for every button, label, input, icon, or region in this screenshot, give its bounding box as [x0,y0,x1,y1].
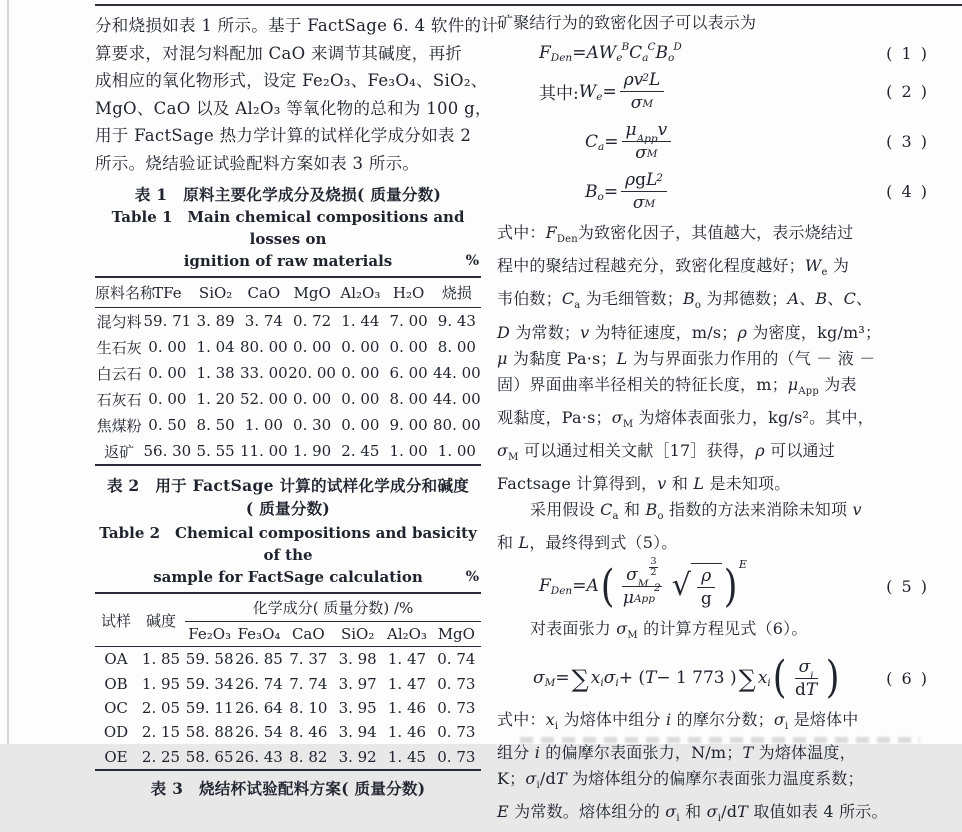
table-cell: 58. 88 [185,720,234,744]
equation-token: a [598,141,604,153]
equation-token: ) [826,658,840,698]
table-cell: 1. 46 [382,696,431,720]
equation-token: M [642,98,653,110]
equation-1-number: ( 1 ) [886,44,947,63]
table-cell: 26. 64 [234,696,283,720]
table-row [95,334,481,360]
table-cell: 1. 20 [192,386,240,412]
equation-token [622,120,672,142]
text-line: 固）界面曲率半径相关的特征长度，m；$\mu_{App}$ 为表 [497,372,947,405]
table-cell: 0. 73 [432,696,481,720]
equation-token: 2 [656,172,663,184]
equation-6-number: ( 6 ) [886,669,947,688]
table-header-cell: 烧损 [433,277,481,308]
equation-token: x [758,668,768,688]
table-cell: 0. 00 [336,412,384,438]
table-cell: OC [95,696,137,720]
text-line: 式中：$F_{Den}$为致密化因子，其值越大，表示烧结过 [497,220,947,253]
equation-token: − 1 773 ) [656,668,736,688]
table-row [95,412,481,438]
text-line: 组分 i 的偏摩尔表面张力，N/m；T 为熔体温度， [497,740,947,766]
equation-token: σ [533,668,545,688]
table-cell: 2. 05 [137,696,185,720]
equation-3-body [585,120,674,163]
table-cell: 2. 45 [336,438,384,465]
equation-6 [497,657,947,700]
table-cell: 0. 00 [336,334,384,360]
equation-token: C [585,132,598,152]
equation-5-number: ( 5 ) [886,577,947,596]
table-cell: 1. 90 [288,438,336,465]
table-cell: 8. 46 [284,720,333,744]
equation-token: μ [623,588,634,608]
text-line: 用于 FactSage 热力学计算的试样化学成分如表 2 [95,122,481,150]
equation-token: A [586,576,598,596]
equation-4-body [585,170,670,213]
equation-token [631,142,661,163]
equation-token: Den [551,52,572,64]
equation-token: ρ [625,170,635,190]
table-header-cell: 原料名称 [95,277,143,308]
table-cell: 56. 30 [143,438,191,465]
definitions-paragraph-2 [497,707,947,832]
equation-token: i [767,677,770,689]
equation-token: M [647,148,658,160]
table-cell: 26. 43 [234,745,283,770]
equation-token: i [600,677,603,689]
equation-1-body [539,43,682,63]
equation-token [627,92,657,113]
equation-token: 其中: [539,79,579,104]
equation-token [791,657,821,700]
equation-token: o [668,52,674,64]
equation-token: σ [604,668,616,688]
equation-3 [497,120,947,163]
table-cell: 3. 97 [333,671,382,695]
table2-title-en2 [95,566,481,588]
table1-raw-materials [95,276,481,466]
table-cell: 59. 34 [185,671,234,695]
table-header-cell: Fe₂O₃ [185,622,234,647]
equation-2-number: ( 2 ) [886,82,947,101]
table-cell: 1. 45 [382,745,431,770]
table-header-cell: 化学成分( 质量分数) /% [185,593,481,622]
equation-token [619,587,665,608]
table1-title-zh: 表 1 原料主要化学成分及烧损( 质量分数) [95,183,481,206]
equation-token: g [635,170,646,190]
table-cell: 1. 85 [137,647,185,672]
table-cell: OD [95,720,137,744]
top-rule [95,4,962,6]
equation-token: e [596,91,602,103]
table2-title-zh1: 表 2 用于 FactSage 计算的试样化学成分和碱度 [95,474,481,497]
equation-token: W [579,82,596,102]
equation-token: B [621,41,629,53]
equation-token: B [585,182,598,202]
table-cell: 33. 00 [240,360,288,386]
text-line: 韦伯数；$C_a$ 为毛细管数；$B_o$ 为邦德数；A、B、C、 [497,286,947,319]
table-cell: 0. 00 [288,386,336,412]
table-cell: 26. 74 [234,671,283,695]
equation-token: A [586,43,598,63]
equation-token: g [701,589,712,609]
table-header-cell: Al₂O₃ [382,622,431,647]
equation-token: Den [551,585,572,597]
equation-token [620,70,665,113]
table-cell: 返矿 [95,438,143,465]
text-line: 采用假设 $C_a$ 和 $B_o$ 指数的方法来消除未知项 v [497,497,947,530]
table-cell: 0. 30 [288,412,336,438]
equation-token: ρv [624,70,644,90]
table-cell: 8. 50 [192,412,240,438]
table-row [95,360,481,386]
right-intro-line: 矿聚结行为的致密化因子可以表示为 [497,10,947,36]
equation-3-number: ( 3 ) [886,132,947,151]
equation-token: σ [635,143,647,163]
cropped-next-line [520,737,920,743]
equation-token: M [644,198,655,210]
table-cell: 80. 00 [240,334,288,360]
equation-token: F [539,43,551,63]
equation-token: C [647,41,655,53]
table-cell: OE [95,745,137,770]
equation-token: i [810,670,813,682]
table-row [95,720,481,744]
equation-token: ∑ [739,665,756,693]
equation-token: e [616,52,622,64]
table-header-cell: CaO [240,277,288,308]
equation-6-intro: 对表面张力 $\sigma_M$ 的计算方程见式（6）。 [497,616,947,649]
equation-token: a [642,52,648,64]
table-cell: 3. 98 [333,647,382,672]
table-cell: 8. 00 [433,334,481,360]
equation-token [649,557,657,578]
table1-unit: % [466,250,479,272]
table-cell: 3. 92 [333,745,382,770]
equation-4 [497,170,947,213]
table-cell: 26. 85 [234,647,283,672]
table-cell: 0. 00 [288,334,336,360]
table-cell: 59. 11 [185,696,234,720]
table3-title-zh: 表 3 烧结杯试验配料方案( 质量分数) [95,777,481,800]
table-row [95,671,481,695]
table-cell: 1. 47 [382,647,431,672]
table-row [95,745,481,770]
equation-token: F [539,576,551,596]
equation-token [619,564,665,608]
page-edge-line [7,0,9,744]
equation-token [629,192,659,213]
equation-token: x [591,668,601,688]
table-cell: 9. 00 [385,412,433,438]
table-cell: 3. 94 [333,720,382,744]
table-cell: OB [95,671,137,695]
table-cell: 混匀料 [95,308,143,335]
equation-token [791,679,821,700]
table-header-cell: Al₂O₃ [336,277,384,308]
table-cell: 52. 00 [240,386,288,412]
equation-token: o [598,191,604,203]
table-cell: 3. 74 [240,308,288,335]
table-cell: 1. 38 [192,360,240,386]
equation-token: M [638,578,649,590]
text-line: Factsage 计算得到，v 和 L 是未知项。 [497,471,947,497]
equation-1 [497,43,947,63]
equation-token: App [634,593,655,605]
equation-token: 2 [654,582,661,594]
table-cell: 8. 00 [385,386,433,412]
table-cell: 5. 55 [192,438,240,465]
table-cell: 生石灰 [95,334,143,360]
equation-token: μ [626,120,637,140]
equation-token: = [555,668,569,688]
table-header-cell: H₂O [385,277,433,308]
equation-token: + ( [619,668,645,688]
equation-token [599,563,747,609]
table2-factsage-samples [95,592,481,771]
text-line: 观黏度，Pa·s；$\sigma_M$ 为熔体表面张力，kg/s²。其中， [497,405,947,438]
equation-token: ∑ [572,665,589,693]
equation-token: 3 [649,557,657,568]
table-cell: 2. 15 [137,720,185,744]
equation-4-number: ( 4 ) [886,182,947,201]
table-cell: 9. 43 [433,308,481,335]
table2-title-zh2: ( 质量分数) [95,497,481,520]
equation-token: = [604,132,618,152]
text-line: $\sigma_M$ 可以通过相关文献［17］获得，ρ 可以通过 [497,438,947,471]
text-line: MgO、CaO 以及 Al₂O₃ 等氧化物的总和为 100 g， [95,95,481,123]
table-header-cell: TFe [143,277,191,308]
equation-token: = [604,182,618,202]
table-cell: 1. 04 [192,334,240,360]
text-line: 程中的聚结过程越充分，致密化程度越好；$W_e$ 为 [497,253,947,286]
text-line: 式中：$x_i$ 为熔体中组分 i 的摩尔分数；$\sigma_i$ 是熔体中 [497,707,947,740]
equation-5-body [539,563,747,609]
equation-5 [497,563,947,609]
table-header-cell: 试样 [95,593,137,647]
equation-token [788,657,824,700]
equation-token: ) [723,567,737,607]
table-cell: 0. 73 [432,720,481,744]
equation-token [621,170,667,213]
equation-token: ρ [701,566,711,586]
table-cell: 44. 00 [433,386,481,412]
table-cell: 白云石 [95,360,143,386]
table-cell: 0. 00 [143,334,191,360]
table-cell: 20. 00 [288,360,336,386]
table-cell: 0. 00 [385,334,433,360]
table-header-cell: SiO₂ [192,277,240,308]
table-cell: 0. 00 [143,386,191,412]
table-cell: 26. 54 [234,720,283,744]
method-paragraph [497,497,947,556]
equation-token [616,563,722,609]
table1-title-en2-text: ignition of raw materials [184,252,393,270]
table-row [95,386,481,412]
table-cell: 59. 71 [143,308,191,335]
table-cell: 59. 58 [185,647,234,672]
equation-token: σ [799,657,811,677]
table2-unit: % [466,566,479,588]
equation-token [691,563,722,609]
equation-token [795,657,818,679]
equation-token: = [572,43,586,63]
table-header-cell: CaO [284,622,333,647]
table-cell: 石灰石 [95,386,143,412]
table-cell: 7. 74 [284,671,333,695]
equation-token: d [795,680,806,700]
text-line: 成相应的氧化物形式，设定 Fe₂O₃、Fe₃O₄、SiO₂、 [95,67,481,95]
equation-token: App [637,133,658,145]
table-cell: 0. 74 [432,647,481,672]
equation-token: C [629,43,642,63]
table-cell: 80. 00 [433,412,481,438]
table-cell: OA [95,647,137,672]
equation-token: W [599,43,616,63]
equation-token [697,588,716,609]
equation-token [622,120,672,163]
equation-2 [497,70,947,113]
equation-token: σ [631,93,643,113]
text-line: 分和烧损如表 1 所示。基于 FactSage 6. 4 软件的计 [95,12,481,40]
table-cell: 0. 73 [432,671,481,695]
table-row [95,647,481,672]
equation-token: T [806,680,817,700]
table-cell: 58. 65 [185,745,234,770]
equation-token: σ [633,193,645,213]
table-header-cell: Fe₃O₄ [234,622,283,647]
table-cell: 1. 46 [382,720,431,744]
table2-title-en2-text: sample for FactSage calculation [153,568,423,586]
table-cell: 0. 00 [336,360,384,386]
equation-token: = [572,576,586,596]
table-header-cell: 碱度 [137,593,185,647]
equation-token: i [615,677,618,689]
table-cell: 1. 00 [385,438,433,465]
table2-title-en1: Table 2 Chemical compositions and basicity of the [95,522,481,566]
equation-token [620,70,665,92]
table-cell: 0. 50 [143,412,191,438]
table-row [95,696,481,720]
equation-token: D [673,41,681,53]
table-cell: 3. 95 [333,696,382,720]
table1-title-en1: Table 1 Main chemical compositions and losses on [95,206,481,250]
text-line: μ 为黏度 Pa·s；L 为与界面张力作用的（气 － 液 － [497,346,947,372]
text-line: D 为常数；v 为特征速度，m/s；ρ 为密度，kg/m³； [497,320,947,346]
table-header-cell: SiO₂ [333,622,382,647]
table-cell: 1. 00 [240,412,288,438]
table-cell: 11. 00 [240,438,288,465]
equation-token: = [602,82,616,102]
equation-token [621,170,667,192]
equation-token: ( [772,658,786,698]
equation-token: L [646,170,657,190]
table-cell: 0. 72 [288,308,336,335]
table-cell: 0. 00 [336,386,384,412]
table-header-cell: MgO [432,622,481,647]
table-cell: 1. 95 [137,671,185,695]
table-cell: 3. 89 [192,308,240,335]
equation-token: √ [672,571,691,601]
equation-token: T [645,668,656,688]
table-cell: 1. 00 [433,438,481,465]
equation-token [697,566,716,609]
equation-token: 2 [650,568,656,578]
table-cell: 焦煤粉 [95,412,143,438]
text-line: 所示。烧结验证试验配料方案如表 3 所示。 [95,150,481,178]
table-row [95,308,481,335]
table-cell: 6. 00 [385,360,433,386]
table-cell: 2. 25 [137,745,185,770]
definitions-paragraph-1 [497,220,947,497]
text-line: K；$\sigma_i/dT$ 为熔体组分的偏摩尔表面张力温度系数； [497,766,947,799]
equation-token [697,566,715,588]
equation-2-body [539,70,667,113]
table-cell: 8. 82 [284,745,333,770]
table-header-cell: MgO [288,277,336,308]
equation-token: E [739,558,747,571]
table1-title-en2 [95,250,481,272]
table-row [95,438,481,465]
equation-token [672,563,722,609]
equation-token: v [658,120,668,140]
equation-token: σ [626,565,638,585]
left-column [95,12,481,800]
table-cell: 8. 10 [284,696,333,720]
table-cell: 0. 73 [432,745,481,770]
equation-token: M [545,677,556,689]
text-line: 算要求，对混匀料配加 CaO 来调节其碱度，再折 [95,40,481,68]
table-cell: 1. 47 [382,671,431,695]
equation-token: L [649,70,660,90]
text-line: 和 L，最终得到式（5）。 [497,530,947,556]
table-cell: 7. 00 [385,308,433,335]
table-cell: 0. 00 [143,360,191,386]
table-cell: 44. 00 [433,360,481,386]
equation-token: 2 [642,72,649,84]
equation-token: ( [600,567,614,607]
intro-paragraph [95,12,481,177]
right-column [497,10,947,832]
equation-token [771,657,842,700]
table-cell: 7. 37 [284,647,333,672]
equation-6-body [533,657,841,700]
text-line: E 为常数。熔体组分的 $\sigma_i$ 和 $\sigma_i/dT$ 取值如表 4 所示。 [497,799,947,832]
equation-token: B [655,43,668,63]
table-cell: 1. 44 [336,308,384,335]
